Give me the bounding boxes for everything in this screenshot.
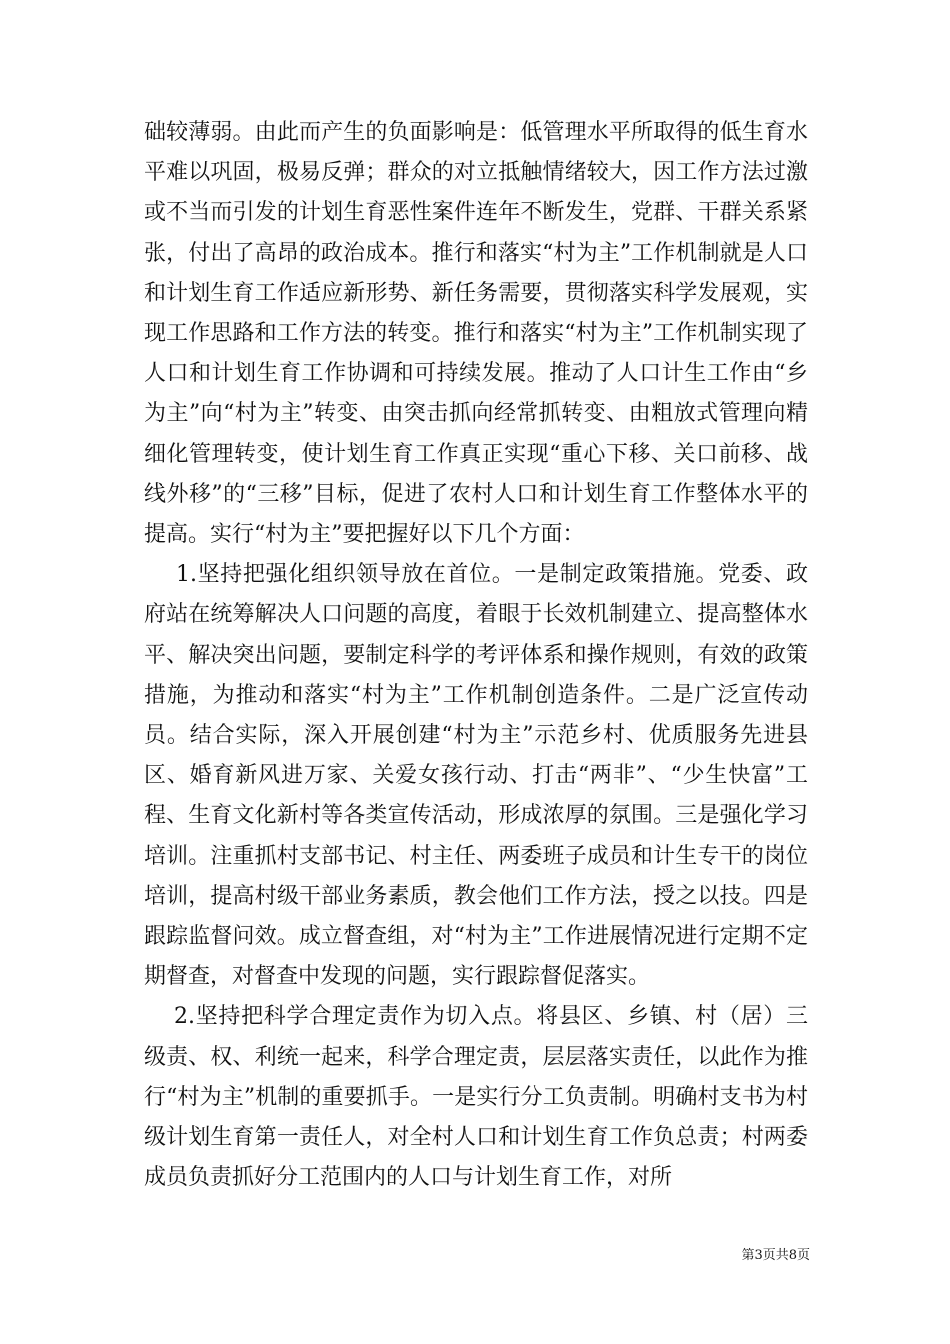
paragraph-organization-leadership: 1.坚持把强化组织领导放在首位。一是制定政策措施。党委、政府站在统筹解决人口问题的高度，着眼于长效机制建立、提高整体水平、解决突出问题，要制定科学的考评体系和操作规则，有效的政策措施，为推动和落实“村为主”工作机制创造条件。二是广泛宣传动员。结合实际，深入开展创建“村为主”示范乡村、优质服务先进县区、婚育新风进万家、关爱女孩行动、打击“两非”、“少生快富”工程、生育文化新村等各类宣传活动，形成浓厚的氛围。三是强化学习培训。注重抓村支部书记、村主任、两委班子成员和计生专干的岗位培训，提高村级干部业务素质，教会他们工作方法，授之以技。四是跟踪监督问效。成立督查组，对“村为主”工作进展情况进行定期不定期督查，对督查中发现的问题，实行跟踪督促落实。 — [144, 562, 808, 990]
paragraph-continuation: 础较薄弱。由此而产生的负面影响是：低管理水平所取得的低生育水平难以巩固，极易反弹；群众的对立抵触情绪较大，因工作方法过激或不当而引发的计划生育恶性案件连年不断发生，党群、干群关系紧张，付出了高昂的政治成本。推行和落实“村为主”工作机制就是人口和计划生育工作适应新形势、新任务需要，贯彻落实科学发展观，实现工作思路和工作方法的转变。推行和落实“村为主”工作机制实现了人口和计划生育工作协调和可持续发展。推动了人口计生工作由“乡为主”向“村为主”转变、由突击抓向经常抓转变、由粗放式管理向精细化管理转变，使计划生育工作真正实现“重心下移、关口前移、战线外移”的“三移”目标，促进了农村人口和计划生育工作整体水平的提高。实行“村为主”要把握好以下几个方面： — [144, 120, 808, 548]
page-number: 第3页共8页 — [741, 1248, 810, 1263]
document-body — [144, 113, 808, 1198]
paragraph-responsibility-definition: 2.坚持把科学合理定责作为切入点。将县区、乡镇、村（居）三级责、权、利统一起来，科学合理定责，层层落实责任，以此作为推行“村为主”机制的重要抓手。一是实行分工负责制。明确村支书为村级计划生育第一责任人，对全村人口和计划生育工作负总责；村两委成员负责抓好分工范围内的人口与计划生育工作，对所 — [144, 1004, 808, 1191]
